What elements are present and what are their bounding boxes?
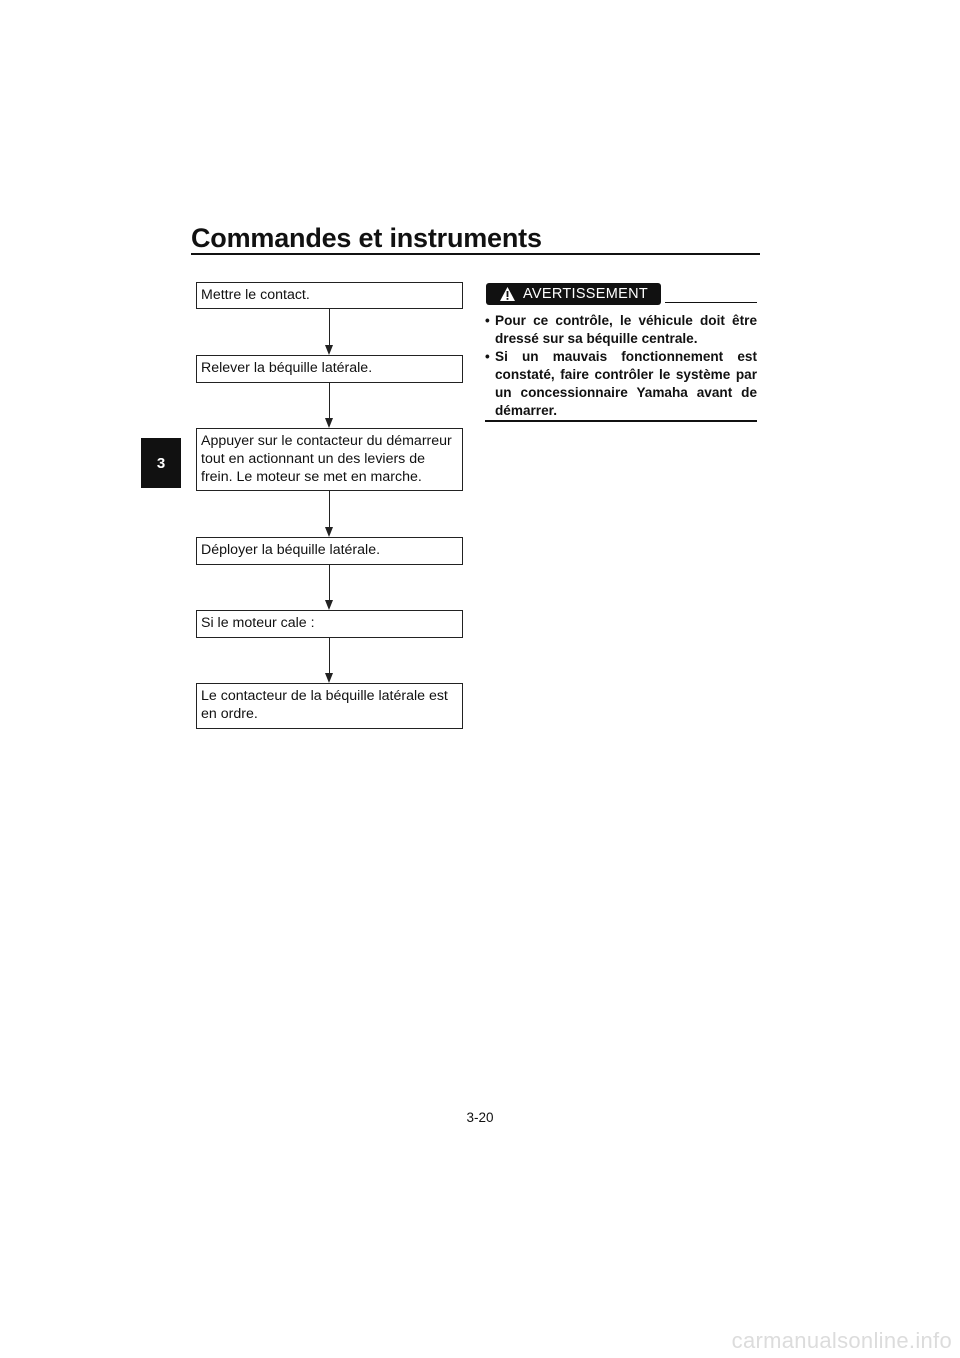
flow-step-3: Appuyer sur le contacteur du démarreur tout en actionnant un des leviers de frein. Le moteur se met en marche.: [196, 428, 463, 491]
warning-list: [485, 312, 757, 420]
watermark: carmanualsonline.info: [731, 1328, 952, 1353]
flow-connector: [329, 309, 330, 345]
warning-item: • Pour ce contrôle, le véhicule doit être dressé sur sa béquille centrale.: [485, 312, 757, 348]
flow-step-4: Déployer la béquille latérale.: [196, 537, 463, 565]
warning-label: [486, 283, 661, 305]
arrow-down-icon: [325, 600, 333, 610]
flow-step-2: Relever la béquille latérale.: [196, 355, 463, 383]
chapter-tab: 3: [141, 438, 181, 488]
warning-triangle-icon: [499, 286, 516, 302]
flow-step-1: Mettre le contact.: [196, 282, 463, 309]
flow-connector: [329, 638, 330, 673]
title-divider: [191, 253, 760, 255]
arrow-down-icon: [325, 673, 333, 683]
page-number: 3-20: [466, 1110, 494, 1125]
arrow-down-icon: [325, 418, 333, 428]
warning-item: • Si un mauvais fonctionnement est constaté, faire contrôler le système par un concessionnaire Yamaha avant de démarrer.: [485, 348, 757, 420]
page-title: Commandes et instruments: [191, 223, 542, 253]
flow-step-6: Le contacteur de la béquille latérale est en ordre.: [196, 683, 463, 729]
arrow-down-icon: [325, 527, 333, 537]
warning-bottom-rule: [485, 420, 757, 422]
flow-connector: [329, 491, 330, 527]
flow-connector: [329, 565, 330, 600]
warning-divider: [665, 302, 757, 303]
warning-title: AVERTISSEMENT: [522, 286, 649, 302]
arrow-down-icon: [325, 345, 333, 355]
flow-step-5: Si le moteur cale :: [196, 610, 463, 638]
flow-connector: [329, 383, 330, 418]
